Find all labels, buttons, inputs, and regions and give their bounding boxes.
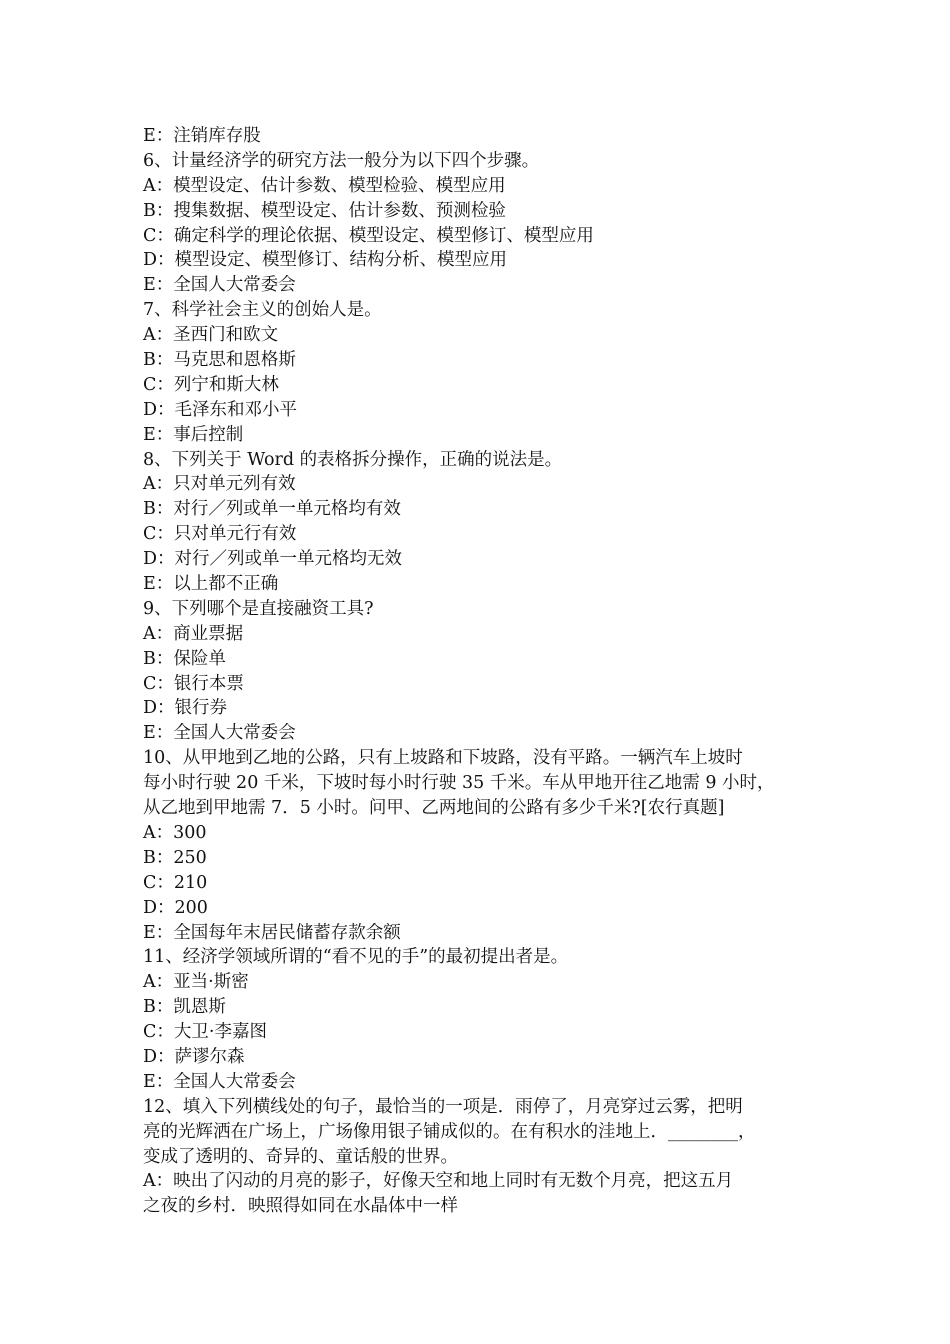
text-line: E：全国每年末居民储蓄存款余额 <box>143 922 401 943</box>
text-line: C：只对单元行有效 <box>143 524 297 545</box>
text-line: B：对行／列或单一单元格均有效 <box>143 499 401 520</box>
text-line: E：全国人大常委会 <box>143 1071 296 1092</box>
text-line: D：对行／列或单一单元格均无效 <box>143 549 403 570</box>
text-line: A：圣西门和欧文 <box>143 325 279 346</box>
text-line: E：注销库存股 <box>143 126 261 146</box>
text-line: 6、计量经济学的研究方法一般分为以下四个步骤。 <box>143 150 540 171</box>
text-line: A：300 <box>143 822 207 843</box>
text-line: D：模型设定、模型修订、结构分析、模型应用 <box>143 250 508 271</box>
text-line: C：确定科学的理论依据、模型设定、模型修订、模型应用 <box>143 225 594 246</box>
text-line: A：商业票据 <box>143 623 244 644</box>
text-line: C：210 <box>143 872 208 893</box>
text-line: 变成了透明的、奇异的、童话般的世界。 <box>143 1146 458 1167</box>
text-line: C：银行本票 <box>143 673 244 694</box>
text-line: C：列宁和斯大林 <box>143 374 279 395</box>
text-line: 7、科学社会主义的创始人是。 <box>143 300 382 321</box>
text-line: E：全国人大常委会 <box>143 275 296 296</box>
text-line: E：全国人大常委会 <box>143 723 296 744</box>
text-line: B：250 <box>143 847 207 868</box>
text-line: 8、下列关于 Word 的表格拆分操作，正确的说法是。 <box>143 449 563 470</box>
text-line: E：以上都不正确 <box>143 574 279 595</box>
text-line: A：映出了闪动的月亮的影子，好像天空和地上同时有无数个月亮，把这五月 <box>143 1171 734 1192</box>
text-line: B：凯恩斯 <box>143 997 226 1018</box>
text-line: 从乙地到甲地需 7．5 小时。问甲、乙两地间的公路有多少千米?[农行真题] <box>143 798 725 819</box>
text-line: D：200 <box>143 897 208 918</box>
text-line: 10、从甲地到乙地的公路，只有上坡路和下坡路，没有平路。一辆汽车上坡时 <box>143 748 743 769</box>
text-line: A：亚当·斯密 <box>143 972 249 993</box>
text-line: A：模型设定、估计参数、模型检验、模型应用 <box>143 175 506 196</box>
text-line: A：只对单元列有效 <box>143 474 296 495</box>
text-line: 12、填入下列横线处的句子，最恰当的一项是．雨停了，月亮穿过云雾，把明 <box>143 1096 743 1117</box>
text-line: E：事后控制 <box>143 424 244 445</box>
text-line: B：马克思和恩格斯 <box>143 350 296 371</box>
text-line: B：保险单 <box>143 648 226 669</box>
text-line: D：毛泽东和邓小平 <box>143 399 298 420</box>
text-line: C：大卫·李嘉图 <box>143 1022 267 1043</box>
text-line: D：银行券 <box>143 698 228 719</box>
text-line: D：萨谬尔森 <box>143 1046 245 1067</box>
text-line: 每小时行驶 20 千米，下坡时每小时行驶 35 千米。车从甲地开往乙地需 9 小时， <box>143 773 775 794</box>
text-line: 之夜的乡村．映照得如同在水晶体中一样 <box>143 1196 458 1217</box>
text-line: 9、下列哪个是直接融资工具? <box>143 598 374 619</box>
text-line: 11、经济学领域所谓的“看不见的手”的最初提出者是。 <box>143 947 569 968</box>
text-line: B：搜集数据、模型设定、估计参数、预测检验 <box>143 200 506 221</box>
text-line: 亮的光辉洒在广场上，广场像用银子铺成似的。在有积水的洼地上．________， <box>143 1121 756 1142</box>
document-body <box>143 124 823 1219</box>
